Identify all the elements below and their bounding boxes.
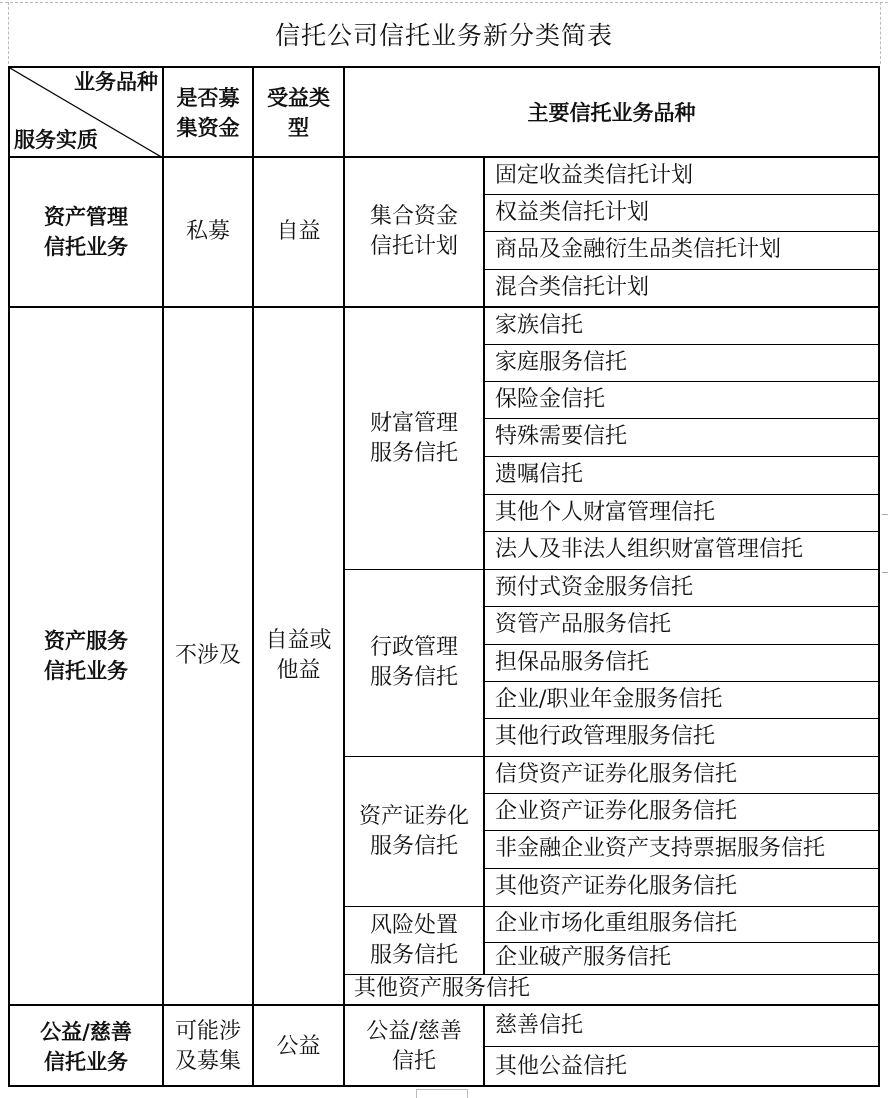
group-name-charity: 公益/慈善信托业务 bbox=[40, 1019, 132, 1074]
list-item: 担保品服务信托 bbox=[495, 649, 650, 675]
header-raise-funds: 是否募集资金 bbox=[176, 85, 240, 140]
list-item: 非金融企业资产支持票据服务信托 bbox=[495, 836, 826, 861]
list-item: 混合类信托计划 bbox=[495, 274, 650, 300]
list-item: 其他个人财富管理信托 bbox=[495, 499, 716, 525]
raise-may-involve: 可能涉及募集 bbox=[174, 1018, 241, 1074]
list-item: 遗嘱信托 bbox=[495, 462, 584, 487]
list-item: 家族信托 bbox=[495, 312, 584, 338]
list-item: 资管产品服务信托 bbox=[495, 612, 672, 637]
list-item: 信贷资产证券化服务信托 bbox=[495, 761, 738, 787]
sub-collective-trust-plan: 集合资金信托计划 bbox=[369, 204, 458, 259]
sub-administrative-management: 行政管理服务信托 bbox=[369, 635, 458, 690]
sub-risk-disposal: 风险处置服务信托 bbox=[369, 912, 458, 968]
list-item: 预付式资金服务信托 bbox=[495, 574, 694, 600]
sub-charity-trust: 公益/慈善信托 bbox=[366, 1018, 462, 1074]
raise-not-involved: 不涉及 bbox=[174, 643, 241, 668]
margin-mark bbox=[882, 572, 888, 573]
raise-private: 私募 bbox=[185, 219, 230, 244]
page-guide-right bbox=[880, 2, 881, 64]
list-item: 企业破产服务信托 bbox=[495, 945, 672, 970]
list-item: 慈善信托 bbox=[495, 1012, 584, 1038]
list-item: 其他行政管理服务信托 bbox=[495, 724, 716, 749]
header-benefit-type: 受益类型 bbox=[267, 85, 330, 140]
list-item: 权益类信托计划 bbox=[495, 199, 650, 225]
list-item: 企业市场化重组服务信托 bbox=[495, 911, 738, 936]
list-item: 其他资产证券化服务信托 bbox=[495, 874, 738, 899]
benefit-self: 自益 bbox=[276, 219, 321, 244]
header-product-type: 业务品种 bbox=[74, 70, 158, 94]
list-item: 保险金信托 bbox=[495, 386, 606, 412]
list-item: 企业/职业年金服务信托 bbox=[495, 686, 723, 712]
list-item: 其他公益信托 bbox=[495, 1053, 628, 1079]
page-tab bbox=[416, 1089, 468, 1098]
list-item: 商品及金融衍生品类信托计划 bbox=[495, 237, 782, 262]
header-service-nature: 服务实质 bbox=[14, 128, 98, 152]
table-title: 信托公司信托业务新分类简表 bbox=[274, 21, 613, 50]
sub-securitization: 资产证券化服务信托 bbox=[358, 803, 469, 859]
benefit-self-or-other: 自益或他益 bbox=[265, 628, 332, 683]
group-name-asset-management: 资产管理信托业务 bbox=[44, 205, 128, 259]
group-name-asset-service: 资产服务信托业务 bbox=[44, 629, 128, 683]
list-item: 家庭服务信托 bbox=[495, 349, 628, 375]
list-item: 法人及非法人组织财富管理信托 bbox=[495, 537, 804, 562]
header-main-products: 主要信托业务品种 bbox=[527, 100, 696, 125]
list-item: 固定收益类信托计划 bbox=[495, 162, 694, 188]
other-asset-service: 其他资产服务信托 bbox=[354, 976, 531, 1001]
sub-wealth-management: 财富管理服务信托 bbox=[369, 410, 458, 466]
margin-mark bbox=[882, 514, 888, 515]
list-item: 特殊需要信托 bbox=[495, 424, 628, 449]
list-item: 企业资产证券化服务信托 bbox=[495, 798, 738, 824]
benefit-public: 公益 bbox=[276, 1033, 321, 1059]
